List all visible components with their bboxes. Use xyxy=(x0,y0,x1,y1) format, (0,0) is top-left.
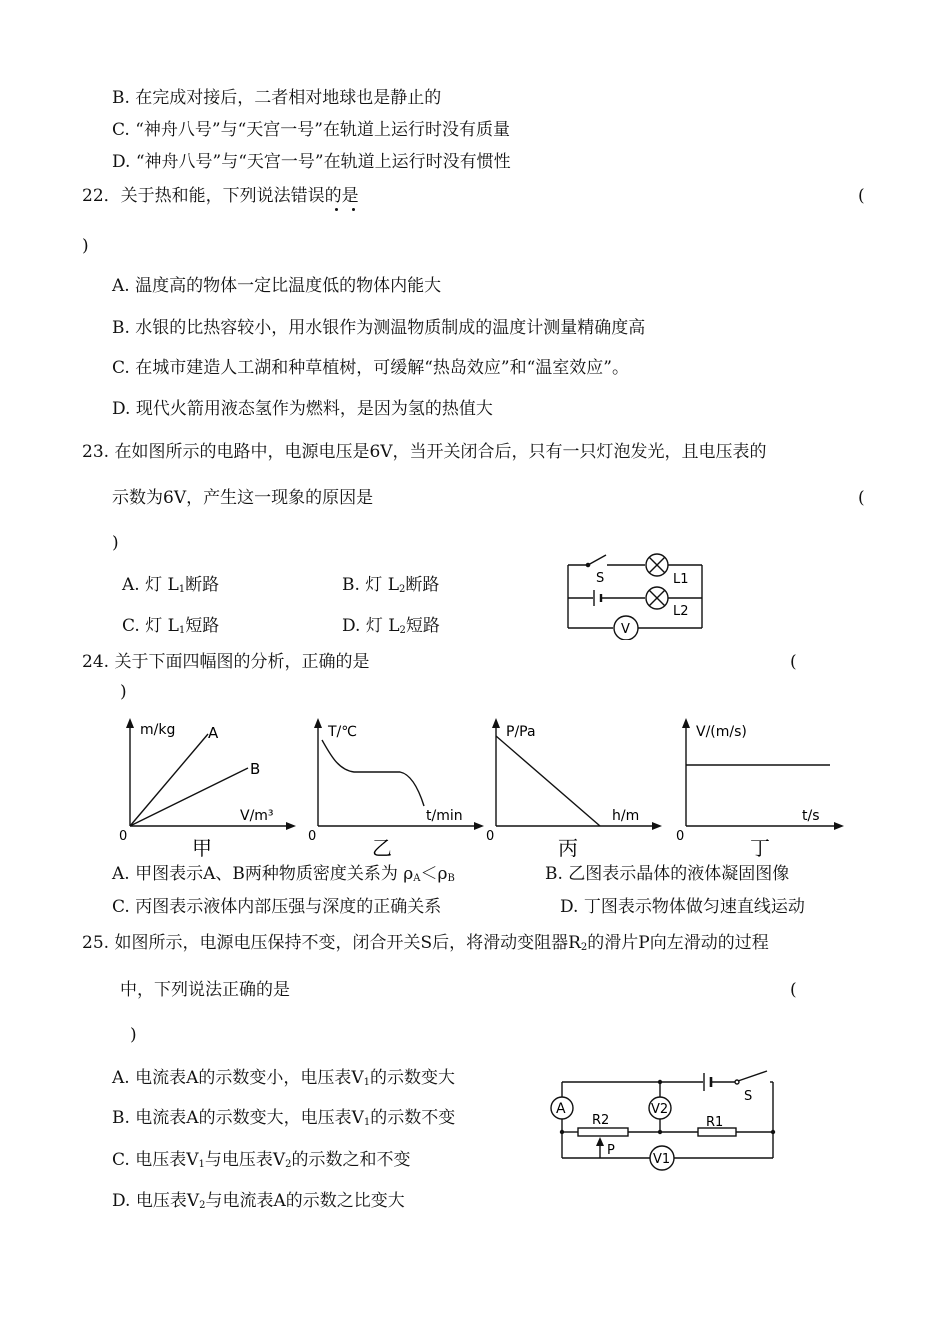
q23-option-c: C. 灯 $L_1$短路 xyxy=(122,616,220,636)
lamp-label-l2: L2 xyxy=(673,604,689,619)
voltmeter-v2-label: V2 xyxy=(651,1102,669,1117)
x-axis-label: h/m xyxy=(612,808,640,824)
q22-paren-close: ) xyxy=(82,236,89,256)
q23-paren-open: ( xyxy=(858,488,865,508)
resistor-r2-label: R2 xyxy=(592,1113,610,1128)
q25-paren-close: ) xyxy=(130,1025,137,1045)
ammeter-label: A xyxy=(556,1101,566,1117)
graph-ding xyxy=(668,712,848,862)
q23-option-a: A. 灯 $L_1$断路 xyxy=(122,575,220,595)
q24-option-d: D. 丁图表示物体做匀速直线运动 xyxy=(560,897,805,917)
q24-option-b: B. 乙图表示晶体的液体凝固图像 xyxy=(545,864,790,884)
q24-stem: 24. 关于下面四幅图的分析，正确的是 xyxy=(82,652,370,672)
origin-label: 0 xyxy=(308,829,317,844)
q21-option-d: D. “神舟八号”与“天宫一号”在轨道上运行时没有惯性 xyxy=(112,152,511,172)
q23-option-b: B. 灯 $L_2$断路 xyxy=(342,575,440,595)
q21-option-b: B. 在完成对接后，二者相对地球也是静止的 xyxy=(112,88,442,108)
q23-stem-line1: 23. 在如图所示的电路中，电源电压是6V，当开关闭合后，只有一只灯泡发光，且电压表的 xyxy=(82,442,767,462)
q25-option-d: D. 电压表$V_2$与电流表A的示数之比变大 xyxy=(112,1191,405,1211)
q24-paren-close: ) xyxy=(120,682,127,702)
graph-caption: 丙 xyxy=(558,836,578,860)
q24-paren-open: ( xyxy=(790,652,797,672)
voltmeter-label: V xyxy=(621,622,630,637)
emphasis-dot xyxy=(352,208,355,211)
q25-option-c: C. 电压表$V_1$与电压表$V_2$的示数之和不变 xyxy=(112,1150,411,1170)
x-axis-label: t/min xyxy=(426,808,463,824)
y-axis-label: P/Pa xyxy=(506,724,536,740)
origin-label: 0 xyxy=(676,829,685,844)
q25-option-b: B. 电流表A的示数变大，电压表$V_1$的示数不变 xyxy=(112,1108,456,1128)
line-b-label: B xyxy=(250,760,261,778)
q25-stem-line2: 中，下列说法正确的是 xyxy=(120,980,290,1000)
q22-option-c: C. 在城市建造人工湖和种草植树，可缓解“热岛效应”和“温室效应”。 xyxy=(112,358,629,378)
q25-paren-open: ( xyxy=(790,980,797,1000)
q22-stem: 22．关于热和能，下列说法错误的是 xyxy=(82,186,359,206)
graph-jia xyxy=(110,712,300,862)
resistor-r1-label: R1 xyxy=(706,1115,724,1130)
x-axis-label: t/s xyxy=(802,808,820,824)
q23-option-d: D. 灯 $L_2$短路 xyxy=(342,616,440,636)
graph-caption: 丁 xyxy=(750,836,770,860)
q24-option-a: A. 甲图表示A、B两种物质密度关系为 $\rho_A<\rho_B$ xyxy=(112,864,455,884)
y-axis-label: T/℃ xyxy=(328,724,357,740)
q25-stem-line1: 25. 如图所示，电源电压保持不变，闭合开关S后，将滑动变阻器$R_2$的滑片P向左滑动的过程 xyxy=(82,933,769,953)
origin-label: 0 xyxy=(119,829,128,844)
lamp-label-l1: L1 xyxy=(673,572,689,587)
q22-paren-open: ( xyxy=(858,186,865,206)
y-axis-label: V/(m/s) xyxy=(696,724,747,740)
q24-option-c: C. 丙图表示液体内部压强与深度的正确关系 xyxy=(112,897,442,917)
q25-option-a: A. 电流表A的示数变小，电压表$V_1$的示数变大 xyxy=(112,1068,456,1088)
q25-circuit-diagram xyxy=(540,1068,790,1178)
emphasis-dot xyxy=(335,208,338,211)
graph-bing xyxy=(478,712,668,862)
line-a-label: A xyxy=(208,724,219,742)
q22-option-d: D. 现代火箭用液态氢作为燃料，是因为氢的热值大 xyxy=(112,399,493,419)
x-axis-label: V/m³ xyxy=(240,808,274,824)
q21-option-c: C. “神舟八号”与“天宫一号”在轨道上运行时没有质量 xyxy=(112,120,510,140)
graph-caption: 甲 xyxy=(192,836,212,860)
voltmeter-v1-label: V1 xyxy=(653,1152,671,1167)
graph-caption: 乙 xyxy=(372,836,392,860)
q23-stem-line2: 示数为6V，产生这一现象的原因是 xyxy=(112,488,374,508)
switch-label-s: S xyxy=(744,1089,753,1104)
switch-label-s: S xyxy=(596,571,605,586)
graph-yi xyxy=(300,712,490,862)
q22-option-a: A. 温度高的物体一定比温度低的物体内能大 xyxy=(112,276,442,296)
origin-label: 0 xyxy=(486,829,495,844)
q23-paren-close: ) xyxy=(112,533,119,553)
q22-option-b: B. 水银的比热容较小，用水银作为测温物质制成的温度计测量精确度高 xyxy=(112,318,646,338)
q23-circuit-diagram xyxy=(560,550,710,640)
y-axis-label: m/kg xyxy=(140,722,176,738)
slider-p-label: P xyxy=(607,1143,615,1158)
